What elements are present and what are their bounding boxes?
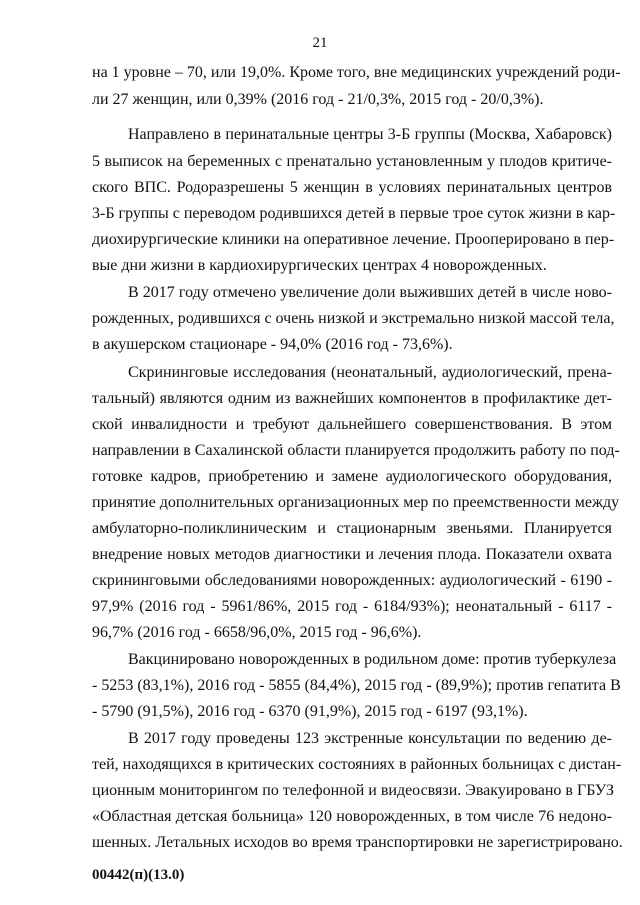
- text-line: Вакцинировано новорожденных в родильном доме: против туберкулеза: [128, 651, 617, 668]
- text-line: 5 выписок на беременных с пренатально установленным у плодов критиче-: [92, 153, 612, 170]
- text-line: В 2017 году проведены 123 экстренные консультации по ведению де-: [128, 730, 612, 747]
- text-line: В 2017 году отмечено увеличение доли выживших детей в числе ново-: [128, 284, 612, 301]
- text-line: амбулаторно-поликлиническим и стационарным звеньями. Планируется: [92, 520, 612, 537]
- text-line: 97,9% (2016 год - 5961/86%, 2015 год - 6184/93%); неонатальный - 6117 -: [92, 598, 612, 615]
- page-number: 21: [312, 35, 328, 51]
- text-line: на 1 уровне – 70, или 19,0%. Кроме того, вне медицинских учреждений роди-: [92, 64, 621, 81]
- text-line: готовке кадров, приобретению и замене аудиологического оборудования,: [92, 468, 612, 485]
- text-line: направлении в Сахалинской области планируется продолжить работу по под-: [92, 442, 620, 459]
- text-line: Скрининговые исследования (неонатальный, аудиологический, прена-: [128, 364, 612, 381]
- text-line: скрининговыми обследованиями новорожденных: аудиологический - 6190 -: [92, 572, 612, 589]
- text-line: шенных. Летальных исходов во время транспортировки не зарегистрировано.: [92, 834, 623, 851]
- text-line: принятие дополнительных организационных мер по преемственности между: [92, 494, 620, 511]
- text-line: диохирургические клиники на оперативное лечение. Прооперировано в пер-: [92, 231, 615, 248]
- text-line: рожденных, родившихся с очень низкой и экстремально низкой массой тела,: [92, 310, 615, 327]
- text-line: 3-Б группы с переводом родившихся детей в первые трое суток жизни в кар-: [92, 205, 616, 222]
- text-line: внедрение новых методов диагностики и лечения плода. Показатели охвата: [92, 546, 612, 563]
- document-code: 00442(п)(13.0): [92, 867, 185, 883]
- text-line: вые дни жизни в кардиохирургических центрах 4 новорожденных.: [92, 257, 547, 274]
- text-line: в акушерском стационаре - 94,0% (2016 год - 73,6%).: [92, 336, 453, 353]
- text-line: - 5790 (91,5%), 2016 год - 6370 (91,9%), 2015 год - 6197 (93,1%).: [92, 703, 528, 720]
- text-line: 96,7% (2016 год - 6658/96,0%, 2015 год - 96,6%).: [92, 624, 422, 641]
- text-line: ского ВПС. Родоразрешены 5 женщин в условиях перинатальных центров: [92, 179, 612, 196]
- text-line: ли 27 женщин, или 0,39% (2016 год - 21/0,3%, 2015 год - 20/0,3%).: [92, 91, 544, 108]
- text-line: ской инвалидности и требуют дальнейшего совершенствования. В этом: [92, 416, 612, 433]
- text-line: тальный) являются одним из важнейших компонентов в профилактике дет-: [92, 390, 612, 407]
- text-line: тей, находящихся в критических состояниях в районных больницах с дистан-: [92, 756, 622, 773]
- text-line: «Областная детская больница» 120 новорожденных, в том числе 76 недоно-: [92, 808, 612, 825]
- text-line: Направлено в перинатальные центры 3-Б группы (Москва, Хабаровск): [128, 126, 612, 143]
- text-line: - 5253 (83,1%), 2016 год - 5855 (84,4%), 2015 год - (89,9%); против гепатита В: [92, 677, 621, 694]
- text-line: ционным мониторингом по телефонной и видеосвязи. Эвакуировано в ГБУЗ: [92, 782, 614, 799]
